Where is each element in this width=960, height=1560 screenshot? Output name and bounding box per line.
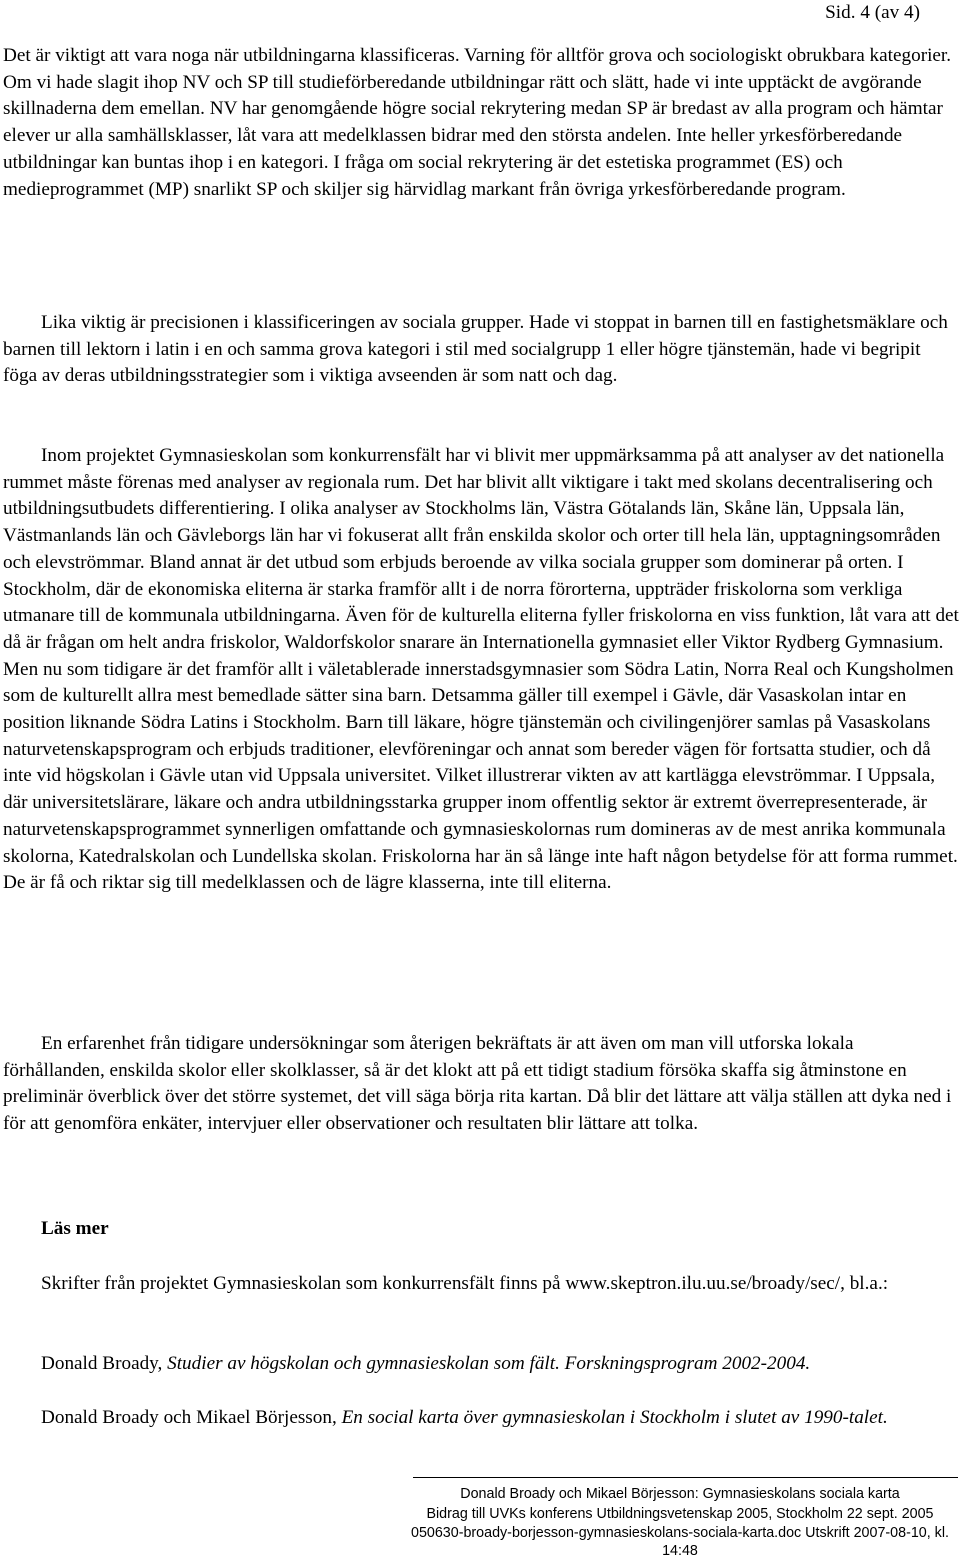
read-more-heading: Läs mer bbox=[41, 1218, 109, 1239]
footer-filename: 050630-broady-borjesson-gymnasieskolans-sociala-karta.doc Utskrift 2007-08-10, kl. 14:48 bbox=[411, 1525, 949, 1559]
reference-item bbox=[3, 1405, 959, 1432]
reference-title: En social karta över gymnasieskolan i Stockholm i slutet av 1990-talet. bbox=[341, 1407, 888, 1428]
reference-item bbox=[3, 1351, 959, 1378]
footer-title: Donald Broady och Mikael Börjesson: Gymnasieskolans sociala karta bbox=[460, 1486, 900, 1502]
paragraph-experience: En erfarenhet från tidigare undersökningar som återigen bekräftats är att även om man vill utforska lokala förhållanden, enskilda skolor eller skolklasser, så är det klokt att på ett tidigt stadium försöka skaffa sig åtminstone en preliminär överblick över det större systemet, det vill säga börja rita kartan. Då blir det lättare att välja ställen att dyka ned i för att genomföra enkäter, intervjuer eller observationer och resultaten blir lättare att tolka. bbox=[3, 1033, 952, 1135]
reference-title: Studier av högskolan och gymnasieskolan som fält. Forskningsprogram 2002-2004. bbox=[167, 1353, 811, 1374]
paragraph-classification: Det är viktigt att vara noga när utbildningarna klassificeras. Varning för alltför grova och sociologiskt obrukbara kategorier. Om vi hade slagit ihop NV och SP till studieförberedande utbildningar rätt och slätt, hade vi inte upptäckt de avgörande skillnaderna dem emellan. NV har genomgående högre social rekrytering medan SP är bredast av alla program och hämtar elever ur alla samhällsklasser, låt vara att medelklassen bidrar med den största andelen. Inte heller yrkesförberedande utbildningar kan buntas ihop i en kategori. I fråga om social rekrytering är det estetiska programmet (ES) och medieprogrammet (MP) snarlikt SP och skiljer sig härvidlag markant från övriga yrkesförberedande program. bbox=[3, 45, 952, 200]
read-more-intro: Skrifter från projektet Gymnasieskolan som konkurrensfält finns på www.skeptron.ilu.uu.se/broady/sec/, bl.a.: bbox=[41, 1273, 889, 1294]
footer-divider bbox=[413, 1477, 958, 1478]
reference-author: Donald Broady och Mikael Börjesson, bbox=[41, 1407, 342, 1428]
paragraph-regional-analysis: Inom projektet Gymnasieskolan som konkurrensfält har vi blivit mer uppmärksamma på att analyser av det nationella rummet måste förenas med analyser av regionala rum. Det har blivit allt viktigare i takt med skolans decentralisering och utbildningsutbudets differentiering. I olika analyser av Stockholms län, Västra Götalands län, Skåne län, Uppsala län, Västmanlands län och Gävleborgs län har vi fokuserat allt från enskilda skolor och orter till hela län, upptagningsområden och elevströmmar. Bland annat är det utbud som erbjuds beroende av vilka sociala grupper som dominerar på orten. I Stockholm, där de ekonomiska eliterna är starka framför allt i de norra förorterna, uppträder friskolorna som verkliga utmanare till de kommunala utbildningarna. Även för de kulturella eliterna fyller friskolorna en viss funktion, låt vara att det då är frågan om helt andra friskolor, Waldorfskolor snarare än Internationella gymnasiet eller Viktor Rydberg Gymnasium. Men nu som tidigare är det framför allt i väletablerade innerstadsgymnasier som Södra Latin, Norra Real och Kungsholmen som de kulturellt allra mest bemedlade sätter sina barn. Detsamma gäller till exempel i Gävle, där Vasaskolan intar en position liknande Södra Latins i Stockholm. Barn till läkare, högre tjänstemän och civilingenjörer samlas på Vasaskolans naturvetenskapsprogram och erbjuds traditioner, elevföreningar och annat som bereder vägen för fortsatta studier, och då inte vid högskolan i Gävle utan vid Uppsala universitet. Vilket illustrerar vikten av att kartlägga elevströmmar. I Uppsala, där universitetslärare, läkare och andra utbildningsstarka grupper inom offentlig sektor är extremt överrepresenterade, är naturvetenskapsprogrammet synnerligen omfattande och gymnasieskolornas rum domineras av de mest anrika kommunala skolorna, Katedralskolan och Lundellska skolan. Friskolorna har än så länge inte haft någon betydelse för att forma rummet. De är få och riktar sig till medelklassen och de lägre klasserna, inte till eliterna. bbox=[3, 445, 959, 894]
paragraph-social-groups: Lika viktig är precisionen i klassificeringen av sociala grupper. Hade vi stoppat in barnen till en fastighetsmäklare och barnen till lektorn i latin i en och samma grova kategori i stil med socialgrupp 1 eller högre tjänstemän, hade vi begripit föga av deras utbildningsstrategier som i viktiga avseenden är som natt och dag. bbox=[3, 312, 948, 387]
footer-conference: Bidrag till UVKs konferens Utbildningsvetenskap 2005, Stockholm 22 sept. 2005 bbox=[426, 1506, 934, 1522]
reference-author: Donald Broady, bbox=[41, 1353, 168, 1374]
page-number-header: Sid. 4 (av 4) bbox=[825, 2, 920, 23]
